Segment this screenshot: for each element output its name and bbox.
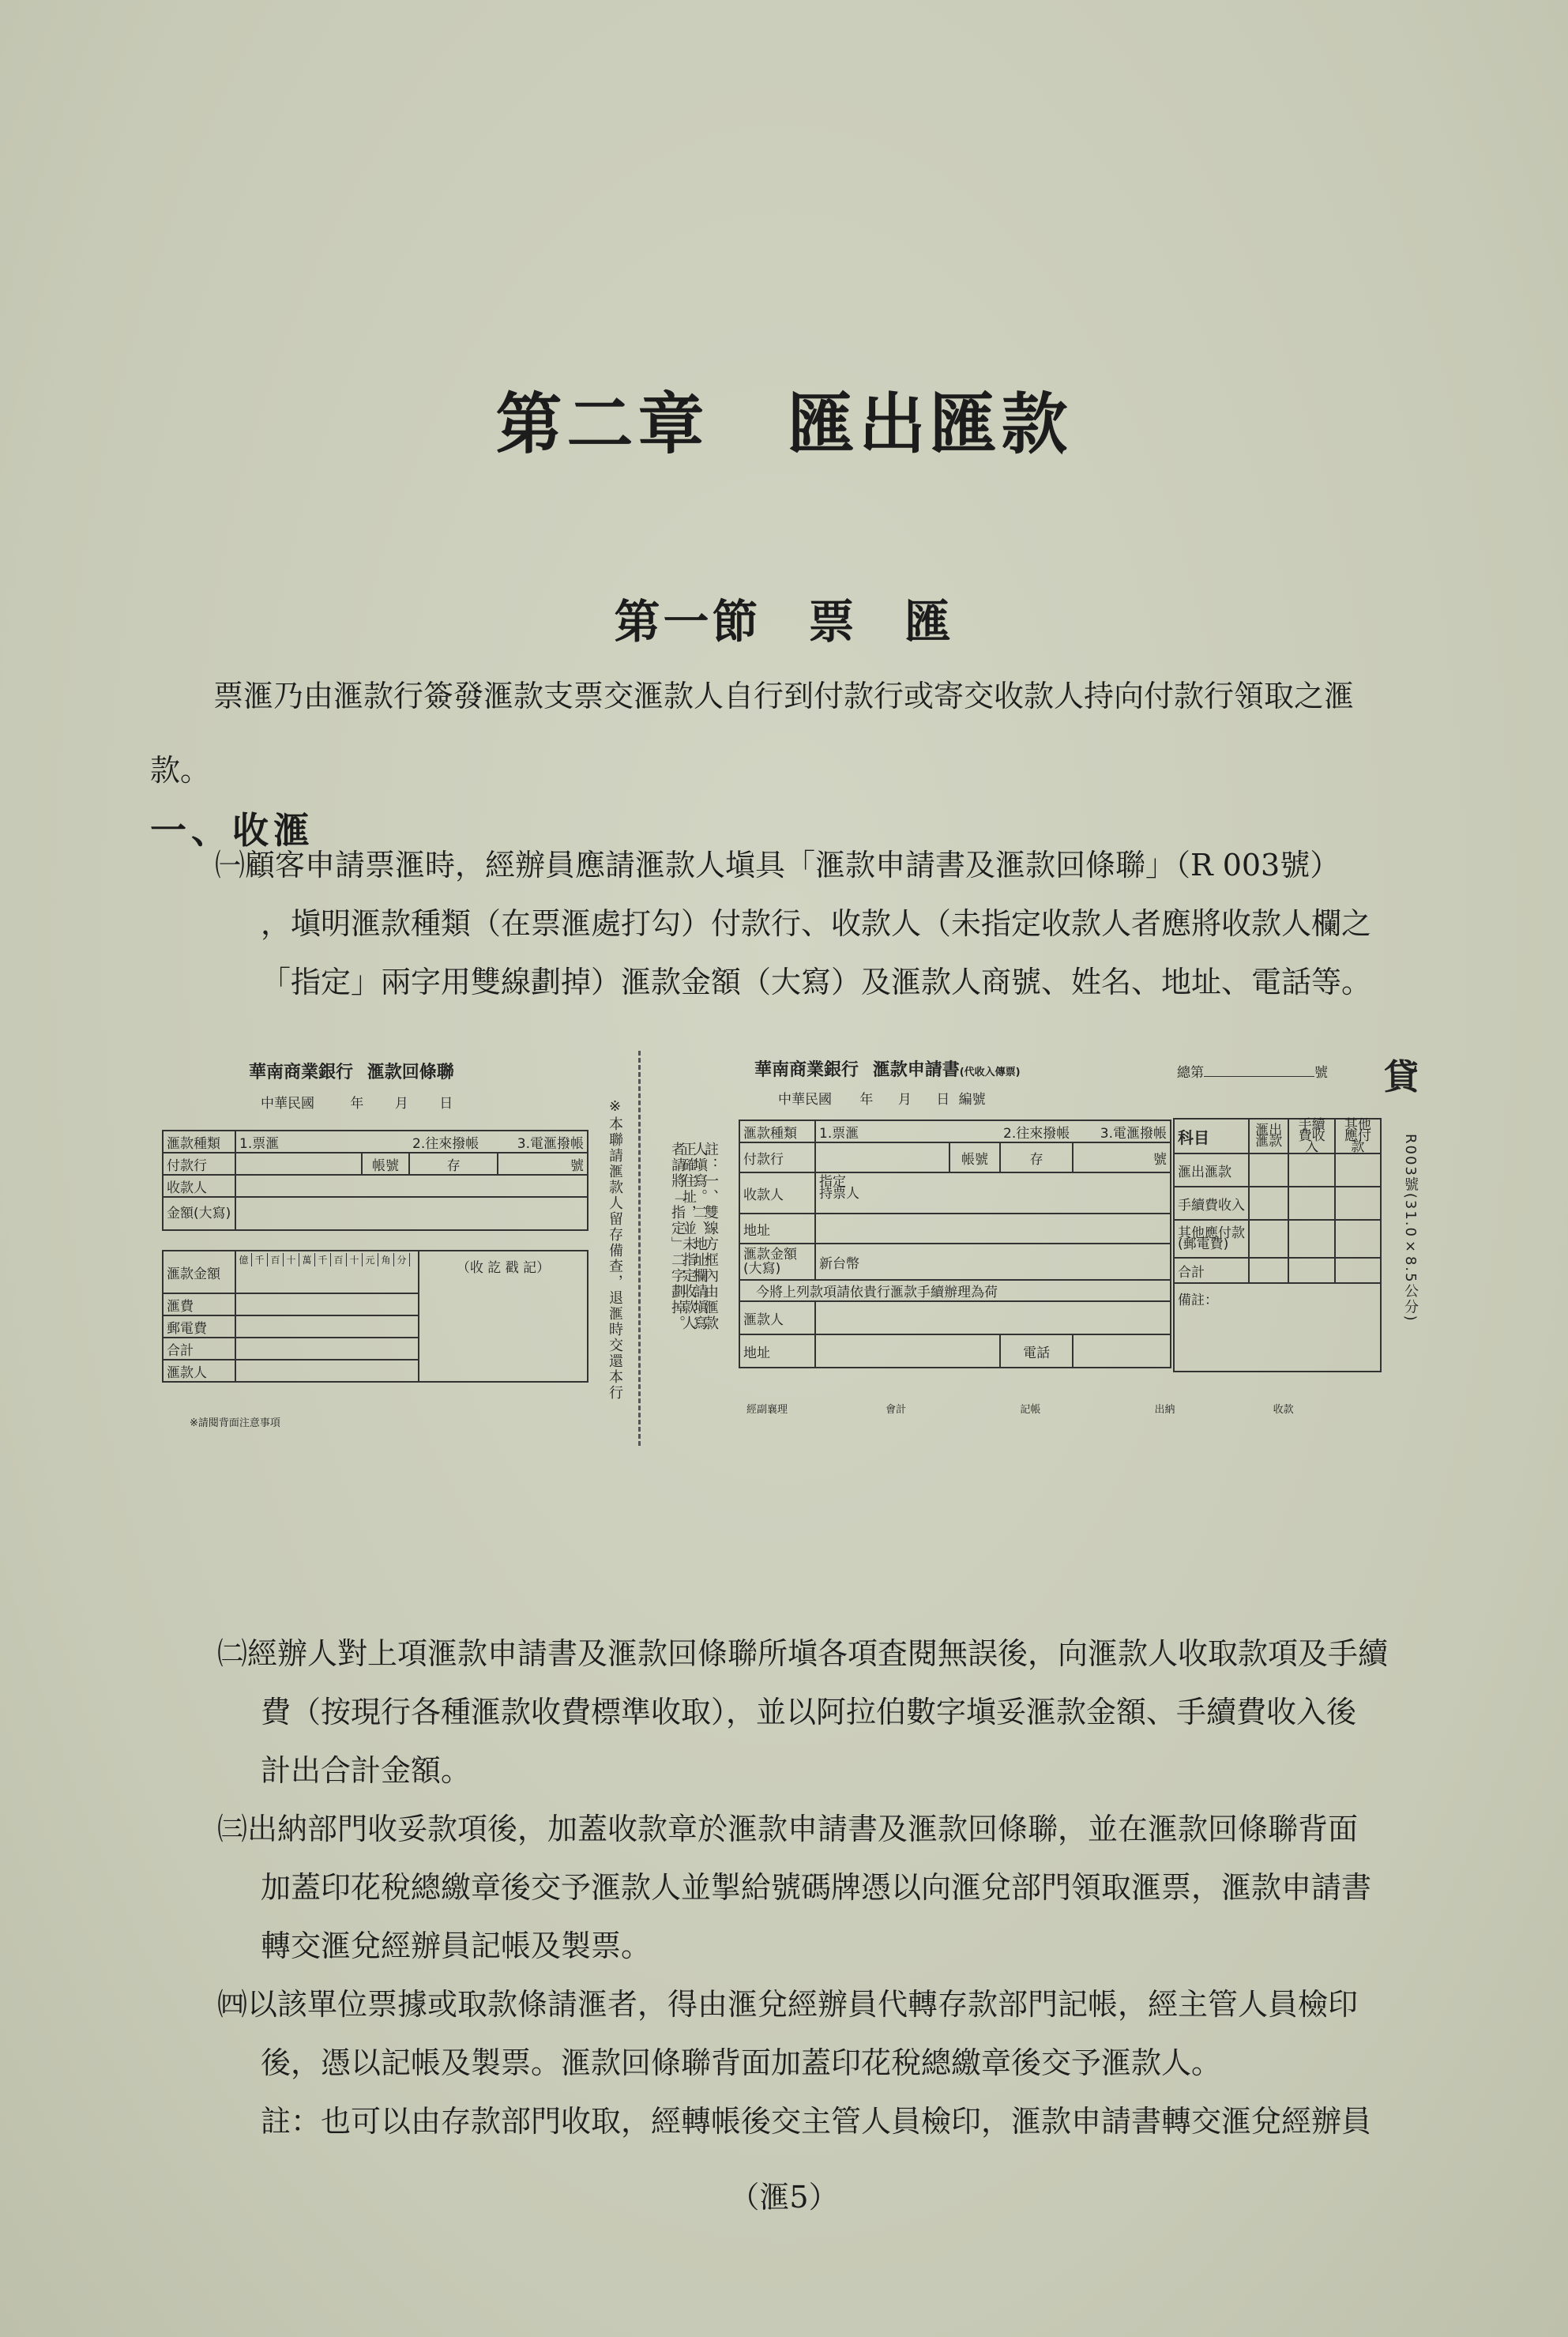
r-row-addr2-label: 地址: [739, 1334, 815, 1368]
form-left-note: ※請閱背面注意事項: [190, 1417, 280, 1429]
date-month: 月: [394, 1096, 408, 1112]
credit-mark: 貸: [1384, 1057, 1419, 1097]
acct-subject-head: 科目: [1174, 1119, 1249, 1153]
perforation-line: [638, 1051, 641, 1446]
section-title-char1: 票: [808, 595, 858, 649]
digit-yuan: 元: [363, 1253, 378, 1266]
date-serial-r: 編號: [958, 1092, 986, 1108]
item2-line3: 計出合計金額。: [261, 1753, 472, 1788]
row-type-label: 滙款種類: [163, 1131, 235, 1153]
form-code: R003號(31.0×8.5公分): [1402, 1134, 1419, 1323]
digit-shi2: 十: [347, 1253, 363, 1266]
acct-other-head: 其他應付款: [1335, 1119, 1381, 1153]
date-year: 年: [350, 1096, 364, 1112]
acct-row-other: 其他應付款(郵電費): [1174, 1220, 1249, 1258]
form-right-accounts: [1173, 1118, 1382, 1372]
r-phone-label: 電話: [1000, 1334, 1073, 1368]
section-heading: [0, 585, 1568, 651]
r-row-type-label: 滙款種類: [739, 1120, 815, 1142]
acct-remit-head: 滙出滙款: [1249, 1119, 1288, 1153]
form-right-header: [754, 1056, 1021, 1081]
r-acct-label: 帳號: [949, 1142, 1000, 1172]
digit-qian1: 千: [252, 1253, 268, 1266]
form-right-side-note: 註：一、雙線方框內由滙款人塡寫。二、地址欄請塡寫正確住址，並未指定收款人者請將「指定」二字劃掉。: [669, 1142, 719, 1331]
section-number: 第一節: [614, 595, 761, 649]
sign-accounting: 會計: [886, 1404, 907, 1416]
date-day: 日: [439, 1096, 453, 1112]
item4-line1: ㈣以該單位票據或取款條請滙者，得由滙兌經辦員代轉存款部門記帳，經主管人員檢印: [217, 1987, 1359, 2022]
digit-wan: 萬: [299, 1253, 315, 1266]
row-fee-label: 滙費: [163, 1293, 235, 1315]
item3-line1: ㈢出納部門收妥款項後，加蓋收款章於滙款申請書及滙款回條聯，並在滙款回條聯背面: [217, 1812, 1359, 1846]
date-month-r: 月: [897, 1092, 912, 1108]
form-left-table: [162, 1130, 588, 1231]
intro-line2: 款。: [150, 753, 211, 788]
sign-cashier: 出納: [1154, 1404, 1175, 1416]
opt-telegraphic: 3.電滙撥帳: [517, 1135, 584, 1152]
date-day-r: 日: [936, 1092, 950, 1108]
r-payee-holder: 持票人: [819, 1186, 859, 1202]
form-right-table: [739, 1120, 1171, 1368]
date-era: 中華民國: [261, 1096, 314, 1112]
chapter-number: 第二章: [495, 385, 709, 463]
acct-row-fee: 手續費收入: [1174, 1187, 1249, 1220]
sign-manager: 經副襄理: [746, 1404, 788, 1416]
total-no-label: 總第: [1177, 1065, 1204, 1081]
sign-bookkeeping: 記帳: [1020, 1404, 1041, 1416]
form-right-title: 滙款申請書: [872, 1060, 960, 1080]
form-right-serial: [1177, 1061, 1328, 1081]
acct-label: 帳號: [362, 1153, 409, 1175]
acct-row-total: 合計: [1174, 1258, 1249, 1283]
row-post-label: 郵電費: [163, 1315, 235, 1338]
item3-line2: 加蓋印花稅總繳章後交予滙款人並掣給號碼牌憑以向滙兌部門領取滙票，滙款申請書: [261, 1870, 1372, 1905]
form-right-signoffs: [746, 1401, 1394, 1416]
serial-no-label: 號: [1314, 1065, 1328, 1081]
r-opt-transfer: 2.往來撥帳: [1000, 1120, 1073, 1142]
form-left-table2: [162, 1250, 588, 1383]
r-row-bank-label: 付款行: [739, 1142, 815, 1172]
deposit-label: 存: [409, 1153, 498, 1175]
digit-shi1: 十: [284, 1253, 299, 1266]
date-year-r: 年: [859, 1092, 874, 1108]
section-title-char2: 匯: [904, 595, 954, 649]
digit-bai2: 百: [331, 1253, 347, 1266]
item2-line1: ㈡經辦人對上項滙款申請書及滙款回條聯所塡各項査閱無誤後，向滙款人收取款項及手續: [217, 1636, 1389, 1671]
r-opt-telegraphic: 3.電滙撥帳: [1073, 1120, 1171, 1142]
opt-transfer: 2.往來撥帳: [412, 1135, 479, 1152]
no-label: 號: [498, 1153, 588, 1175]
row-total-label: 合計: [163, 1338, 235, 1360]
item4-line2: 後，憑以記帳及製票。滙款回條聯背面加蓋印花稅總繳章後交予滙款人。: [261, 2045, 1222, 2080]
acct-remark: 備註：: [1174, 1283, 1381, 1372]
remittance-receipt-form: [162, 1059, 636, 1438]
chapter-heading: [0, 371, 1568, 467]
r-payee-spec: 指定: [819, 1174, 846, 1190]
intro-line1: 票滙乃由滙款行簽發滙款支票交滙款人自行到付款行或寄交收款人持向付款行領取之滙: [213, 679, 1355, 713]
form-left-header: [249, 1059, 454, 1083]
item2-line2: 費（按現行各種滙款收費標準收取），並以阿拉伯數字塡妥滙款金額、手續費收入後: [261, 1695, 1357, 1729]
r-no-label: 號: [1073, 1142, 1171, 1172]
item1-line3: 「指定」兩字用雙線劃掉）滙款金額（大寫）及滙款人商號、姓名、地址、電話等。: [261, 965, 1372, 999]
row-payee-label: 收款人: [163, 1175, 235, 1197]
date-era-r: 中華民國: [778, 1092, 832, 1108]
item1-line1: ㈠顧客申請票滙時，經辦員應請滙款人塡具「滙款申請書及滙款回條聯」（R 003號）: [215, 848, 1341, 882]
receipt-stamp-box: （收 訖 戳 記）: [419, 1251, 588, 1382]
r-row-amount-label: 滙款金額(大寫): [739, 1244, 815, 1280]
digit-qian2: 千: [315, 1253, 331, 1266]
r-consent-text: 今將上列款項請依貴行滙款手續辦理為荷: [739, 1280, 1171, 1301]
acct-fee-head: 手續費收入: [1288, 1119, 1334, 1153]
chapter-title: 匯出匯款: [788, 385, 1073, 463]
note-line: 註：也可以由存款部門收取，經轉帳後交主管人員檢印，滙款申請書轉交滙兌經辦員: [261, 2104, 1372, 2139]
digit-fen: 分: [394, 1253, 410, 1266]
digit-jiao: 角: [378, 1253, 394, 1266]
form-left-side-note: ※本聯請滙款人留存備查，退滙時交還本行: [607, 1098, 623, 1401]
r-row-payee-label: 收款人: [739, 1172, 815, 1214]
form-right-subtitle: (代收入傳票): [959, 1067, 1021, 1078]
form-right-date: [778, 1088, 986, 1108]
row-amount2-label: 滙款金額: [163, 1251, 235, 1293]
digit-yi: 億: [236, 1253, 252, 1266]
digit-columns: [235, 1251, 419, 1293]
digit-bai1: 百: [268, 1253, 284, 1266]
r-currency-label: 新台幣: [815, 1244, 1171, 1280]
opt-draft: 1.票滙: [239, 1135, 280, 1152]
item3-line3: 轉交滙兌經辦員記帳及製票。: [261, 1929, 652, 1963]
item1-line2: ，塡明滙款種類（在票滙處打勾）付款行、收款人（未指定收款人者應將收款人欄之: [261, 906, 1372, 941]
form-left-title: 滙款回條聯: [367, 1063, 454, 1082]
row-bank-label: 付款行: [163, 1153, 235, 1175]
r-row-addr-label: 地址: [739, 1214, 815, 1244]
acct-row-remit: 滙出滙款: [1174, 1153, 1249, 1187]
form-left-bank: 華南商業銀行: [249, 1063, 354, 1082]
page-number: （滙5）: [729, 2180, 839, 2215]
remittance-application-form: [664, 1055, 1422, 1426]
form-left-date: [261, 1092, 453, 1112]
heading-receive: 一、收滙: [150, 809, 314, 852]
row-amount-label: 金額(大寫): [163, 1197, 235, 1230]
form-right-bank: 華南商業銀行: [754, 1060, 859, 1080]
sign-receipt: 收款: [1273, 1404, 1294, 1416]
r-row-remitter-label: 滙款人: [739, 1301, 815, 1334]
r-deposit-label: 存: [1000, 1142, 1073, 1172]
r-opt-draft: 1.票滙: [815, 1120, 1000, 1142]
row-remitter-label: 滙款人: [163, 1360, 235, 1382]
